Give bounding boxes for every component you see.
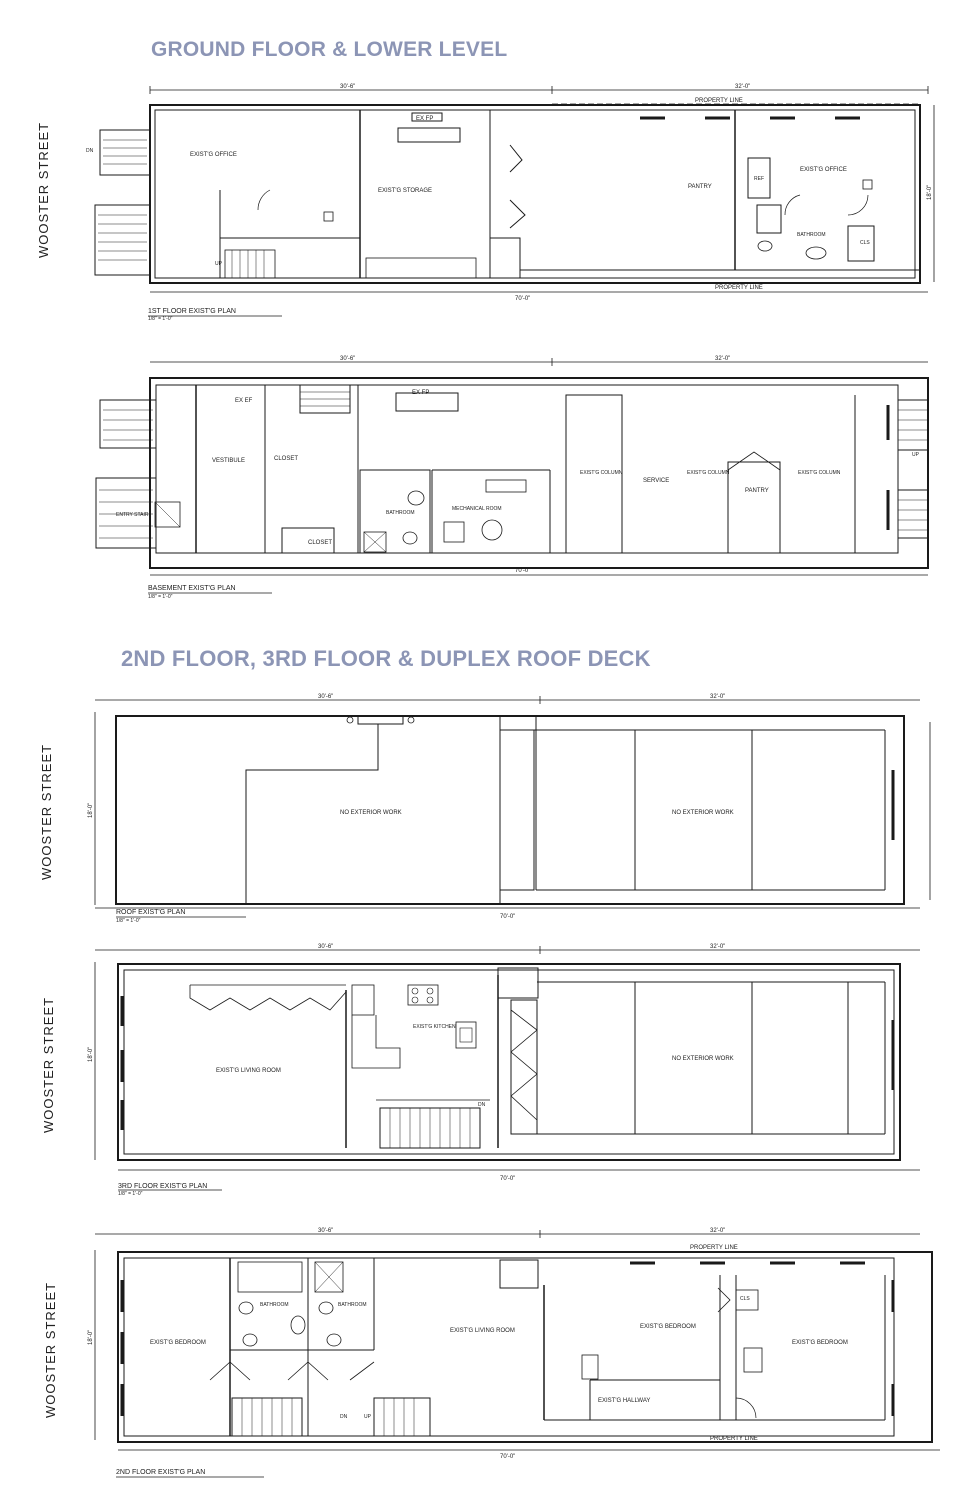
dim-third-total: 70'-0" — [500, 1176, 516, 1182]
first-floor-plan — [86, 84, 934, 322]
second-label-cls: CLS — [740, 1296, 750, 1302]
first-label-bathroom: BATHROOM — [797, 232, 826, 238]
first-label-storage: EXIST'G STORAGE — [378, 188, 433, 194]
dim-second-right: 32'-0" — [710, 1228, 726, 1234]
first-label-office-rear: EXIST'G OFFICE — [800, 167, 847, 173]
third-label-dn: DN — [478, 1102, 486, 1108]
first-property-line-top: PROPERTY LINE — [695, 98, 743, 104]
dim-basement-total: 70'-0" — [515, 568, 531, 574]
basement-caption: BASEMENT EXIST'G PLAN — [148, 585, 236, 592]
basement-label-mechanical: MECHANICAL ROOM — [452, 506, 502, 512]
dim-third-depth: 18'-0" — [88, 1046, 94, 1062]
basement-label-ex: EX EF — [235, 398, 253, 404]
first-label-cls: CLS — [860, 240, 870, 246]
roof-caption: ROOF EXIST'G PLAN — [116, 909, 186, 916]
basement-label-service: SERVICE — [643, 478, 670, 484]
dim-roof-right: 32'-0" — [710, 694, 726, 700]
dim-first-depth: 18'-0" — [927, 184, 933, 200]
second-label-dn: DN — [340, 1414, 348, 1420]
first-label-pantry: PANTRY — [688, 184, 712, 190]
first-label-ref: REF — [754, 176, 764, 182]
second-property-line-top: PROPERTY LINE — [690, 1245, 738, 1251]
dim-roof-total: 70'-0" — [500, 914, 516, 920]
basement-plan — [96, 356, 928, 600]
dim-third-left: 30'-6" — [318, 944, 334, 950]
third-label-kitchen: EXIST'G KITCHEN — [413, 1024, 456, 1030]
dim-first-right: 32'-0" — [735, 84, 751, 90]
dim-first-total: 70'-0" — [515, 296, 531, 302]
dim-basement-left: 30'-6" — [340, 356, 356, 362]
basement-label-pantry: PANTRY — [745, 488, 769, 494]
roof-plan — [88, 694, 930, 924]
first-label-fp: EX FP — [416, 116, 434, 122]
third-label-no-work: NO EXTERIOR WORK — [672, 1056, 734, 1062]
first-label-office-front: EXIST'G OFFICE — [190, 152, 237, 158]
roof-label-no-work-left: NO EXTERIOR WORK — [340, 810, 402, 816]
basement-label-up: UP — [912, 452, 919, 458]
dim-roof-left: 30'-6" — [318, 694, 334, 700]
basement-label-vestibule: VESTIBULE — [212, 458, 246, 464]
first-label-dn: DN — [86, 148, 94, 154]
street-label-third: WOOSTER STREET — [41, 996, 56, 1133]
basement-label-column3: EXIST'G COLUMN — [798, 470, 841, 476]
dim-second-left: 30'-6" — [318, 1228, 334, 1234]
second-label-bedroom-rear: EXIST'G BEDROOM — [792, 1340, 848, 1346]
second-label-bedroom-mid: EXIST'G BEDROOM — [640, 1324, 696, 1330]
dim-second-depth: 18'-0" — [88, 1329, 94, 1345]
basement-label-closet2: CLOSET — [308, 540, 333, 546]
second-floor-plan — [88, 1228, 940, 1477]
basement-label-entry-stair: ENTRY STAIR — [116, 512, 149, 518]
dim-second-total: 70'-0" — [500, 1454, 516, 1460]
second-label-bedroom-front: EXIST'G BEDROOM — [150, 1340, 206, 1346]
second-label-up: UP — [364, 1414, 371, 1420]
basement-label-closet1: CLOSET — [274, 456, 299, 462]
basement-label-fp: EX FP — [412, 390, 430, 396]
third-caption: 3RD FLOOR EXIST'G PLAN — [118, 1183, 208, 1190]
second-label-bathroom2: BATHROOM — [338, 1302, 367, 1308]
ground-floor-heading: GROUND FLOOR & LOWER LEVEL — [151, 38, 508, 61]
street-label-roof: WOOSTER STREET — [39, 743, 54, 880]
basement-label-column1: EXIST'G COLUMN — [580, 470, 623, 476]
street-label-second: WOOSTER STREET — [43, 1281, 58, 1418]
second-label-living: EXIST'G LIVING ROOM — [450, 1328, 515, 1334]
first-caption: 1ST FLOOR EXIST'G PLAN — [148, 308, 236, 315]
first-property-line-bottom: PROPERTY LINE — [715, 285, 763, 291]
basement-label-column2: EXIST'G COLUMN — [687, 470, 730, 476]
first-label-up: UP — [215, 261, 222, 267]
dim-first-left: 30'-6" — [340, 84, 356, 90]
first-scale: 1/8" = 1'-0" — [148, 316, 173, 322]
roof-label-no-work-right: NO EXTERIOR WORK — [672, 810, 734, 816]
third-floor-plan — [88, 944, 920, 1197]
second-label-hallway: EXIST'G HALLWAY — [598, 1398, 651, 1404]
dim-third-right: 32'-0" — [710, 944, 726, 950]
upper-floors-heading: 2ND FLOOR, 3RD FLOOR & DUPLEX ROOF DECK — [121, 646, 651, 671]
basement-scale: 1/8" = 1'-0" — [148, 594, 173, 600]
second-label-bathroom1: BATHROOM — [260, 1302, 289, 1308]
second-property-line-bottom: PROPERTY LINE — [710, 1436, 758, 1442]
third-label-living: EXIST'G LIVING ROOM — [216, 1068, 281, 1074]
dim-roof-depth: 18'-0" — [88, 802, 94, 818]
basement-label-bathroom: BATHROOM — [386, 510, 415, 516]
roof-scale: 1/8" = 1'-0" — [116, 918, 141, 924]
dim-basement-right: 32'-0" — [715, 356, 731, 362]
second-caption: 2ND FLOOR EXIST'G PLAN — [116, 1469, 206, 1476]
third-scale: 1/8" = 1'-0" — [118, 1191, 143, 1197]
street-label-first: WOOSTER STREET — [36, 121, 51, 258]
